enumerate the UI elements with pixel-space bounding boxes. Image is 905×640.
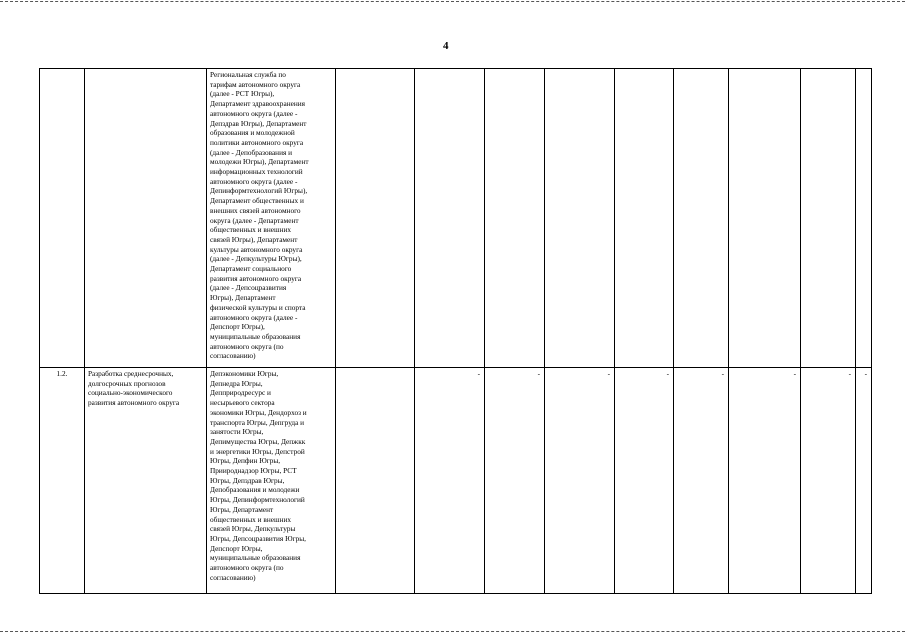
value-cell xyxy=(674,69,729,368)
value-cell: - xyxy=(485,368,545,594)
value-cell xyxy=(729,69,801,368)
scan-edge-top xyxy=(0,1,905,2)
executors-cell: Региональная служба по тарифам автономного округа (далее - РСТ Югры), Департамент здравоохранения автономного округа (далее - Депздрав Югры), Департамент образования и молодежной политики автономного округа (далее - Депобразования и молодежи Югры), Департамент информационных технологий автономного округа (далее - Депинформтехнологий Югры), Департамент общественных и внешних связей автономного округа (далее - Департамент общественных и внешних связей Югры), Департамент культуры автономного округа (далее - Депкультуры Югры), Департамент социального развития автономного округа (далее - Депсоцразвития Югры), Департамент физической культуры и спорта автономного округа (далее - Депспорт Югры), муниципальные образования автономного округа (по согласованию) xyxy=(207,69,336,368)
event-name xyxy=(85,69,207,368)
value-cell: - xyxy=(856,368,872,594)
value-cell xyxy=(801,69,856,368)
executors-cell: Депэкономики Югры, Депнедра Югры, Депприродресурс и несырьевого сектора экономики Югры, Дендорхоз и транспорта Югры, Депгруда и занятости Югры, Депимущества Югры, Депжкк и энергетики Югры, Депстрой Югры, Депфин Югры, Приироднадзор Югры, РСТ Югры, Депздрав Югры, Депобразования и молодежи Югры, Депинформтехнологий Югры, Департамент общественных и внешних связей Югры, Депкультуры Югры, Депсоцразвития Югры, Депспорт Югры, муниципальные образования автономного округа (по согласованию) xyxy=(207,368,336,594)
value-cell xyxy=(615,69,674,368)
event-name: Разработка среднесрочных, долгосрочных прогнозов социально-экономического развития автономного округа xyxy=(85,368,207,594)
value-cell: - xyxy=(545,368,615,594)
scan-edge-bottom xyxy=(0,631,905,632)
program-table xyxy=(39,68,872,594)
value-cell xyxy=(336,368,415,594)
value-cell: - xyxy=(729,368,801,594)
value-cell xyxy=(856,69,872,368)
page-number: 4 xyxy=(443,40,449,52)
value-cell: - xyxy=(615,368,674,594)
value-cell: - xyxy=(674,368,729,594)
value-cell: - xyxy=(415,368,485,594)
value-cell xyxy=(336,69,415,368)
value-cell: - xyxy=(801,368,856,594)
table-row xyxy=(40,69,872,368)
row-number: 1.2. xyxy=(40,368,85,594)
value-cell xyxy=(485,69,545,368)
row-number xyxy=(40,69,85,368)
value-cell xyxy=(415,69,485,368)
value-cell xyxy=(545,69,615,368)
table-row xyxy=(40,368,872,594)
